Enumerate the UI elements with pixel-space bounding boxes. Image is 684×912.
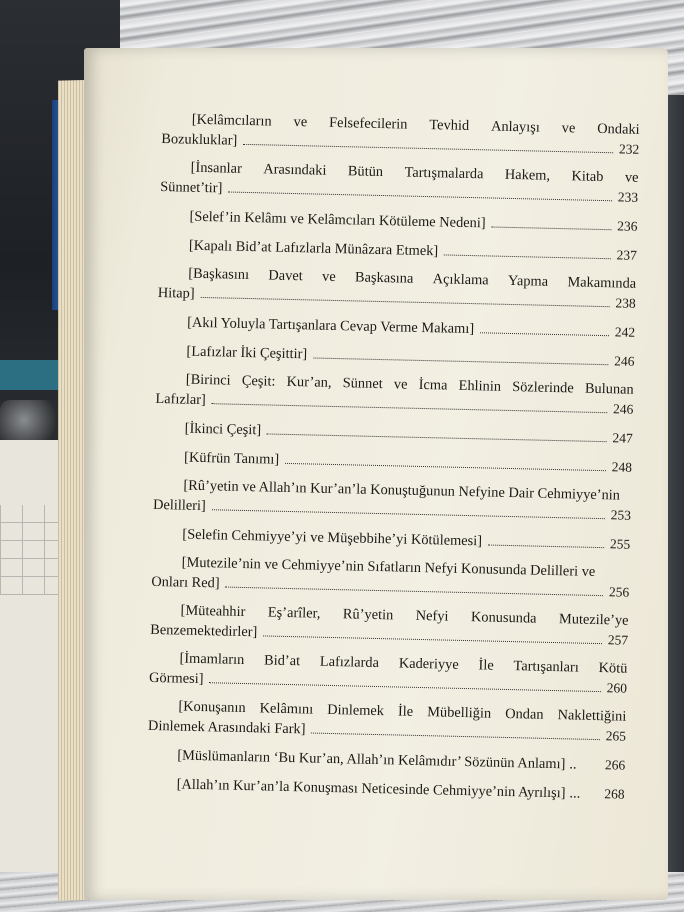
toc-word: Açıklama (432, 271, 489, 289)
toc-word: Anlayışı (490, 118, 540, 136)
dot-leader (488, 533, 604, 549)
toc-entry-line (156, 341, 634, 372)
toc-word: Sözlerinde (512, 379, 574, 397)
toc-word: Mutezile’ye (558, 611, 629, 629)
dot-leader (492, 215, 612, 231)
toc-entry-title: [İkinci Çeşit] (184, 420, 262, 439)
page-number: 257 (607, 632, 629, 648)
toc-word: Tartışanları (513, 658, 579, 676)
toc-entry-line (152, 524, 630, 555)
toc-entry-line (147, 745, 625, 776)
toc-word: Tartışmalarda (404, 164, 484, 183)
toc-entry-title: [Selef’in Kelâmı ve Kelâmcıları Kötüleme Nedeni] (189, 208, 486, 232)
toc-entry-line (154, 447, 632, 478)
toc-word: [Kelâmcıların (191, 111, 272, 130)
page-number: 246 (612, 401, 634, 417)
toc-word: [İnsanlar (190, 159, 243, 177)
toc-entry (147, 745, 625, 776)
page-number: 255 (609, 536, 631, 552)
page-number: 266 (604, 757, 626, 773)
toc-entry (159, 235, 637, 266)
dot-leader (444, 242, 611, 259)
toc-word: Sünnet (342, 375, 383, 393)
dot-leader (313, 345, 608, 365)
page-number: 236 (617, 218, 638, 234)
toc-entry (146, 774, 624, 805)
toc-entry-title: [Allah’ın Kur’an’la Konuşması Neticesinde Cehmiyye’nin Ayrılışı] (176, 776, 566, 802)
dot-leader (480, 320, 609, 336)
page-number: 248 (611, 459, 633, 475)
dot-leader (267, 421, 607, 442)
toc-word: Çeşit: (241, 372, 276, 390)
toc-word: Naklettiğini (557, 707, 627, 725)
toc-word: Felsefecilerin (328, 114, 408, 133)
toc-word: Hakem, (504, 166, 551, 184)
toc-entry (160, 158, 639, 208)
toc-word: ve (321, 268, 336, 285)
toc-word: Ehlinin (458, 377, 502, 395)
toc-word: Nefyi (415, 607, 449, 625)
toc-entry-line (159, 235, 637, 266)
toc-word: Dinlemek (327, 701, 385, 720)
toc-word: Bid’at (263, 652, 301, 670)
toc-entry-title-end: Dinlemek Arasındaki Fark] (147, 717, 306, 738)
toc-word: Bütün (347, 163, 384, 181)
toc-entry-title: [Akıl Yoluyla Tartışanlara Cevap Verme Makamı] (187, 314, 475, 338)
toc-word: Ondaki (597, 120, 640, 138)
toc-word: [Başkasını (188, 265, 250, 284)
toc-entry (153, 476, 632, 526)
toc-entry-title-end: Benzemektedirler] (150, 621, 258, 641)
toc-entry-title-end: Görmesi] (148, 669, 204, 688)
page-number: 247 (612, 430, 633, 446)
background-paper-grid (0, 505, 60, 595)
toc-word: İcma (418, 376, 448, 394)
page-number: 265 (605, 728, 627, 744)
toc-word: ve (624, 169, 639, 186)
toc-word: [İmamların (179, 650, 245, 669)
toc-entry (148, 697, 627, 747)
page-number: 260 (606, 680, 628, 696)
page-number: 253 (610, 507, 632, 523)
toc-entry (155, 370, 634, 420)
toc-entry-line (157, 312, 635, 343)
toc-word: Başkasına (354, 269, 414, 287)
toc-word: [Birinci (185, 371, 231, 389)
toc-entry-line (155, 418, 633, 449)
page-number: 256 (608, 584, 630, 600)
toc-word: Kaderiyye (398, 655, 459, 673)
toc-word: Bulunan (584, 380, 634, 398)
toc-word: Davet (268, 267, 303, 285)
toc-entry-title-end: Lafızlar] (155, 390, 206, 409)
toc-word: Eş’arîler, (267, 604, 321, 622)
toc-entry-title: [Kapalı Bid’at Lafızlarla Münâzara Etmek] (188, 237, 439, 260)
toc-word: Rû’yetin (342, 606, 394, 624)
toc-entry-title-end: Onları Red] (151, 573, 220, 592)
toc-word: Mübelliğin (427, 704, 492, 722)
toc-entry (158, 264, 637, 314)
toc-entry-line (146, 774, 624, 805)
toc-entry (155, 418, 633, 449)
dot-leader (285, 451, 606, 471)
toc-entry-title: [Müslümanların ‘Bu Kur’an, Allah’ın Kelâmıdır’ Sözünün Anlamı] (177, 747, 566, 773)
toc-word: Kur’an, (286, 373, 332, 391)
toc-word: [Müteahhir (180, 602, 246, 621)
toc-entry (157, 312, 635, 343)
toc-word: ve (393, 376, 408, 393)
toc-entry (154, 447, 632, 478)
toc-word: [Rû’yetin ve Allah’ın Kur’an’la Konuştuğunun Nefyine Dair Cehmiyye’nin (183, 477, 621, 504)
page-number: 232 (618, 141, 640, 157)
page-number: 237 (616, 247, 637, 263)
toc-entry-title-end: Delilleri] (152, 496, 206, 515)
toc-word: Tevhid (429, 117, 470, 134)
toc-entry-title: [Küfrün Tanımı] (183, 449, 280, 468)
toc-entry (149, 649, 628, 699)
toc-entry-line (159, 206, 637, 237)
toc-word: Kitab (571, 168, 604, 186)
toc-entry-title-end: Bozukluklar] (161, 130, 238, 149)
page-number: 242 (614, 324, 636, 340)
toc-word: Lafızlarda (319, 653, 380, 672)
toc-word: İle (478, 657, 494, 674)
toc-word: İle (397, 703, 414, 720)
toc-word: Arasındaki (263, 161, 327, 179)
toc-entry (156, 341, 634, 372)
dot-separator: ... (569, 785, 581, 802)
toc-word: Yapma (507, 272, 549, 290)
toc-entry-title-end: Hitap] (157, 284, 195, 302)
toc-entry (152, 524, 630, 555)
toc-word: Kelâmını (259, 700, 314, 718)
toc-entry (150, 601, 629, 651)
toc-word: [Konuşanın (178, 698, 246, 717)
toc-word: ve (561, 120, 576, 137)
toc-word: ve (293, 113, 308, 131)
toc-entry-title-end: Sünnet’tir] (160, 178, 223, 197)
toc-word: Konusunda (470, 609, 537, 627)
toc-entry (159, 206, 637, 237)
page-number: 233 (617, 189, 639, 205)
toc-word: [Mutezile’nin ve Cehmiyye’nin Sıfatların Nefyi Konusunda Delilleri ve (181, 554, 596, 580)
page-number: 268 (604, 786, 625, 802)
toc-word: Ondan (504, 705, 544, 723)
page-number: 238 (615, 295, 636, 311)
toc-word: Makamında (567, 274, 637, 292)
table-of-contents (146, 110, 640, 814)
toc-word: Kötü (598, 660, 628, 677)
toc-entry-title: [Selefin Cehmiyye’yi ve Müşebbihe’yi Kötülemesi] (182, 526, 483, 550)
page-number: 246 (614, 353, 635, 369)
toc-entry (151, 553, 630, 603)
dot-separator: .. (569, 756, 577, 773)
toc-entry-title: [Lafızlar İki Çeşittir] (186, 343, 308, 363)
spacer (580, 769, 604, 770)
